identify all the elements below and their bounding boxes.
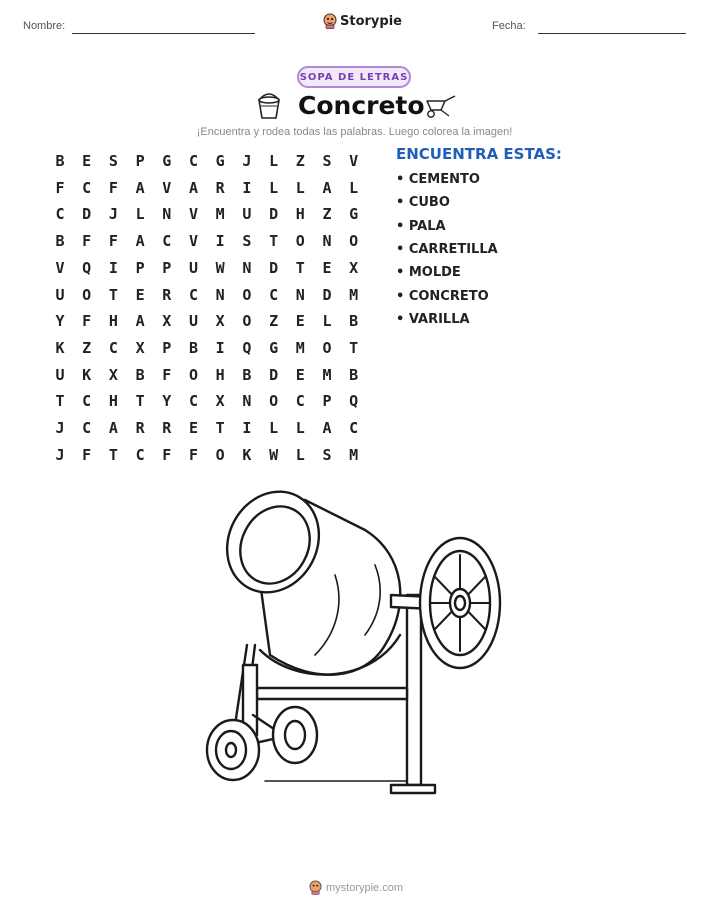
grid-letter[interactable]: F bbox=[82, 232, 92, 251]
grid-letter[interactable]: X bbox=[349, 258, 359, 277]
grid-letter[interactable]: O bbox=[269, 392, 279, 411]
word-list-item: • CUBO bbox=[396, 195, 450, 211]
grid-letter[interactable]: M bbox=[295, 338, 305, 357]
grid-letter[interactable]: T bbox=[215, 419, 225, 437]
footer bbox=[309, 880, 403, 895]
grid-letter[interactable]: L bbox=[322, 312, 332, 331]
brand-name: Storypie bbox=[340, 13, 402, 29]
grid-letter[interactable]: C bbox=[188, 392, 199, 411]
grid-letter[interactable]: D bbox=[269, 365, 279, 384]
grid-letter[interactable]: Y bbox=[55, 312, 65, 331]
grid-letter[interactable]: C bbox=[295, 392, 305, 411]
grid-letter[interactable]: O bbox=[349, 232, 359, 251]
grid-letter[interactable]: A bbox=[322, 419, 332, 437]
grid-letter[interactable]: P bbox=[162, 338, 172, 357]
grid-letter[interactable]: D bbox=[269, 205, 279, 224]
grid-letter[interactable]: R bbox=[135, 419, 145, 437]
grid-letter[interactable]: H bbox=[108, 312, 118, 331]
grid-letter[interactable]: C bbox=[82, 178, 92, 197]
grid-letter[interactable]: V bbox=[188, 232, 199, 251]
grid-letter[interactable]: F bbox=[162, 445, 172, 464]
grid-letter[interactable]: A bbox=[135, 312, 145, 331]
footer-url[interactable]: mystorypie.com bbox=[326, 881, 404, 894]
grid-letter[interactable]: Z bbox=[295, 152, 305, 170]
grid-letter[interactable]: O bbox=[242, 312, 252, 331]
date-label: Fecha: bbox=[492, 20, 526, 32]
grid-letter[interactable]: U bbox=[242, 205, 252, 224]
grid-letter[interactable]: M bbox=[349, 285, 359, 304]
grid-letter[interactable]: L bbox=[269, 178, 279, 197]
grid-letter[interactable]: C bbox=[162, 232, 172, 251]
bucket-icon bbox=[256, 92, 282, 120]
grid-letter[interactable]: F bbox=[162, 365, 172, 384]
grid-letter[interactable]: A bbox=[135, 178, 145, 197]
grid-letter[interactable]: Z bbox=[322, 205, 332, 224]
grid-letter[interactable]: C bbox=[135, 445, 145, 464]
grid-letter[interactable]: L bbox=[135, 205, 145, 224]
activity-badge: SOPA DE LETRAS bbox=[297, 66, 411, 88]
grid-letter[interactable]: O bbox=[322, 338, 332, 357]
grid-letter[interactable]: N bbox=[215, 285, 225, 304]
grid-letter[interactable]: J bbox=[55, 419, 65, 437]
grid-letter[interactable]: O bbox=[242, 285, 252, 304]
date-field[interactable] bbox=[538, 33, 686, 34]
grid-letter[interactable]: N bbox=[295, 285, 305, 304]
grid-letter[interactable]: X bbox=[108, 365, 118, 384]
grid-letter[interactable]: J bbox=[242, 152, 252, 170]
grid-letter[interactable]: Z bbox=[82, 338, 92, 357]
grid-letter[interactable]: N bbox=[162, 205, 172, 224]
grid-letter[interactable]: F bbox=[108, 178, 118, 197]
grid-letter[interactable]: S bbox=[242, 232, 252, 251]
grid-letter[interactable]: K bbox=[82, 365, 92, 384]
grid-letter[interactable]: A bbox=[135, 232, 145, 251]
grid-letter[interactable]: I bbox=[215, 232, 225, 251]
grid-letter[interactable]: S bbox=[322, 152, 332, 170]
grid-letter[interactable]: E bbox=[188, 419, 199, 437]
grid-letter[interactable]: S bbox=[108, 152, 118, 170]
grid-letter[interactable]: X bbox=[215, 312, 225, 331]
grid-letter[interactable]: K bbox=[55, 338, 65, 357]
grid-letter[interactable]: B bbox=[55, 152, 65, 170]
grid-letter[interactable]: F bbox=[82, 445, 92, 464]
grid-letter[interactable]: T bbox=[108, 445, 118, 464]
grid-letter[interactable]: W bbox=[215, 258, 225, 277]
grid-letter[interactable]: O bbox=[215, 445, 225, 464]
word-list-item: • CEMENTO bbox=[396, 172, 480, 187]
grid-letter[interactable]: H bbox=[295, 205, 305, 224]
grid-letter[interactable]: C bbox=[349, 419, 359, 437]
grid-letter[interactable]: L bbox=[295, 445, 305, 464]
word-list-item: • VARILLA bbox=[396, 311, 470, 327]
grid-letter[interactable]: G bbox=[269, 338, 279, 357]
grid-letter[interactable]: Z bbox=[269, 312, 279, 331]
grid-letter[interactable]: I bbox=[242, 178, 252, 197]
grid-letter[interactable]: F bbox=[82, 312, 92, 331]
grid-letter[interactable]: D bbox=[269, 258, 279, 277]
grid-letter[interactable]: A bbox=[322, 178, 332, 197]
instructions: ¡Encuentra y rodea todas las palabras. Luego colorea la imagen! bbox=[196, 126, 513, 138]
grid-letter[interactable]: J bbox=[108, 205, 118, 224]
grid-letter[interactable]: B bbox=[135, 365, 145, 384]
grid-letter[interactable]: R bbox=[162, 419, 172, 437]
grid-letter[interactable]: U bbox=[55, 285, 65, 304]
storypie-mascot-icon bbox=[323, 13, 337, 29]
grid-letter[interactable]: L bbox=[269, 419, 279, 437]
grid-letter[interactable]: F bbox=[188, 445, 199, 464]
grid-letter[interactable]: S bbox=[322, 445, 332, 464]
name-field[interactable] bbox=[72, 33, 255, 34]
page-title: Concreto bbox=[298, 91, 425, 120]
grid-letter[interactable]: A bbox=[188, 178, 199, 197]
grid-letter[interactable]: R bbox=[162, 285, 172, 304]
grid-letter[interactable]: N bbox=[322, 232, 332, 251]
name-label: Nombre: bbox=[23, 20, 66, 32]
grid-letter[interactable]: T bbox=[295, 258, 305, 277]
grid-letter[interactable]: Q bbox=[349, 392, 359, 411]
grid-letter[interactable]: T bbox=[108, 285, 118, 304]
grid-letter[interactable]: L bbox=[295, 419, 305, 437]
grid-letter[interactable]: I bbox=[242, 419, 252, 437]
grid-letter[interactable]: F bbox=[108, 232, 118, 251]
word-list-item: • CONCRETO bbox=[396, 288, 489, 304]
grid-letter[interactable]: T bbox=[135, 392, 145, 411]
grid-letter[interactable]: U bbox=[55, 365, 65, 384]
grid-letter[interactable]: M bbox=[322, 365, 332, 384]
grid-letter[interactable]: B bbox=[55, 232, 65, 251]
grid-letter[interactable]: T bbox=[55, 392, 65, 411]
grid-letter[interactable]: L bbox=[269, 152, 279, 170]
grid-letter[interactable]: F bbox=[55, 178, 65, 197]
wheelbarrow-icon bbox=[423, 93, 457, 119]
grid-letter[interactable]: H bbox=[108, 392, 118, 411]
grid-letter[interactable]: N bbox=[242, 392, 252, 411]
grid-letter[interactable]: C bbox=[188, 152, 199, 170]
word-list-item: • PALA bbox=[396, 218, 446, 234]
grid-letter[interactable]: E bbox=[322, 258, 332, 277]
grid-letter[interactable]: O bbox=[188, 365, 199, 384]
grid-letter[interactable]: B bbox=[242, 365, 252, 384]
grid-letter[interactable]: G bbox=[349, 205, 359, 224]
grid-letter[interactable]: J bbox=[55, 445, 65, 464]
grid-letter[interactable]: A bbox=[108, 419, 118, 437]
grid-letter[interactable]: G bbox=[162, 152, 172, 170]
grid-letter[interactable]: L bbox=[295, 178, 305, 197]
brand-logo bbox=[323, 13, 402, 29]
grid-letter[interactable]: I bbox=[108, 258, 118, 277]
grid-letter[interactable]: Y bbox=[162, 392, 172, 411]
grid-letter[interactable]: X bbox=[162, 312, 172, 331]
grid-letter[interactable]: O bbox=[82, 285, 92, 304]
grid-letter[interactable]: E bbox=[295, 365, 305, 384]
storypie-mascot-icon bbox=[309, 880, 322, 895]
grid-letter[interactable]: C bbox=[82, 419, 92, 437]
word-list-heading: ENCUENTRA ESTAS: bbox=[396, 145, 562, 163]
word-list-item: • CARRETILLA bbox=[396, 241, 498, 257]
grid-letter[interactable]: P bbox=[135, 152, 145, 170]
grid-letter[interactable]: I bbox=[215, 338, 225, 357]
grid-letter[interactable]: C bbox=[55, 205, 65, 224]
grid-letter[interactable]: V bbox=[188, 205, 199, 224]
grid-letter[interactable]: N bbox=[242, 258, 252, 277]
grid-letter[interactable]: T bbox=[269, 232, 279, 251]
grid-letter[interactable]: P bbox=[162, 258, 172, 277]
grid-letter[interactable]: E bbox=[135, 285, 145, 304]
grid-letter[interactable]: E bbox=[295, 312, 305, 331]
grid-letter[interactable]: V bbox=[55, 258, 65, 277]
grid-letter[interactable]: Q bbox=[242, 338, 252, 357]
grid-letter[interactable]: V bbox=[162, 178, 172, 197]
grid-letter[interactable]: P bbox=[135, 258, 145, 277]
grid-letter[interactable]: B bbox=[349, 365, 359, 384]
grid-letter[interactable]: B bbox=[188, 338, 199, 357]
grid-letter[interactable]: M bbox=[349, 445, 359, 464]
grid-letter[interactable]: R bbox=[215, 178, 225, 197]
grid-letter[interactable]: T bbox=[349, 338, 359, 357]
grid-letter[interactable]: C bbox=[82, 392, 92, 411]
grid-letter[interactable]: C bbox=[269, 285, 279, 304]
word-list-item: • MOLDE bbox=[396, 265, 461, 281]
grid-letter[interactable]: W bbox=[269, 445, 279, 464]
grid-letter[interactable]: H bbox=[215, 365, 225, 384]
grid-letter[interactable]: O bbox=[295, 232, 305, 251]
grid-letter[interactable]: C bbox=[188, 285, 199, 304]
grid-letter[interactable]: B bbox=[349, 312, 359, 331]
grid-letter[interactable]: P bbox=[322, 392, 332, 411]
grid-letter[interactable]: X bbox=[215, 392, 225, 411]
grid-letter[interactable]: U bbox=[188, 258, 199, 277]
grid-letter[interactable]: V bbox=[349, 152, 359, 170]
grid-letter[interactable]: L bbox=[349, 178, 359, 197]
grid-letter[interactable]: U bbox=[188, 312, 199, 331]
grid-letter[interactable]: D bbox=[82, 205, 92, 224]
grid-letter[interactable]: Q bbox=[82, 258, 92, 277]
grid-letter[interactable]: K bbox=[242, 445, 252, 464]
cement-mixer-illustration bbox=[195, 485, 515, 805]
grid-letter[interactable]: G bbox=[215, 152, 225, 170]
grid-letter[interactable]: X bbox=[135, 338, 145, 357]
grid-letter[interactable]: D bbox=[322, 285, 332, 304]
grid-letter[interactable]: M bbox=[215, 205, 225, 224]
grid-letter[interactable]: E bbox=[82, 152, 92, 170]
grid-letter[interactable]: C bbox=[108, 338, 118, 357]
